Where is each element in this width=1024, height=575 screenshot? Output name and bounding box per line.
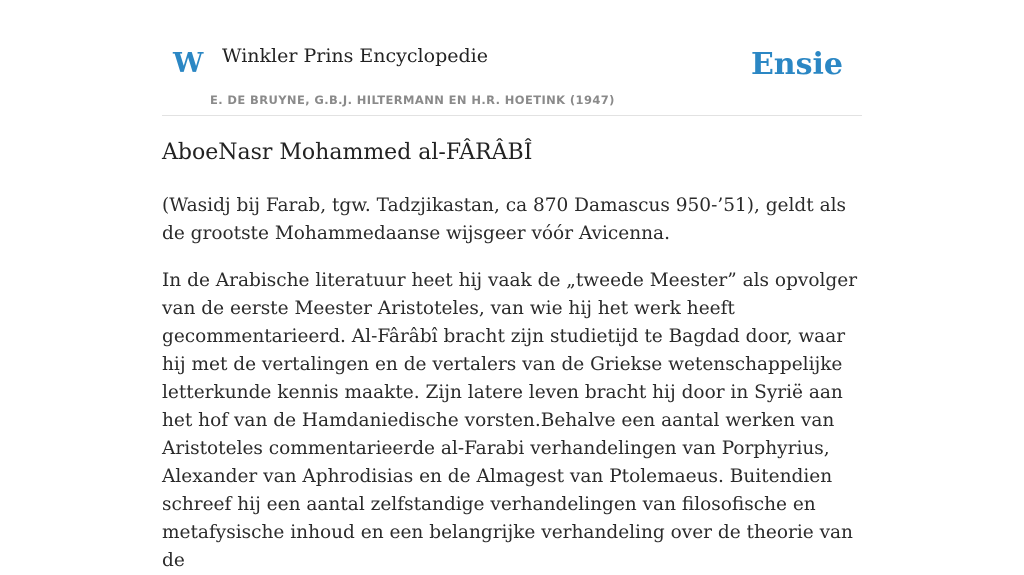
article-title: AboeNasr Mohammed al-FÂRÂBÎ xyxy=(162,140,533,165)
article-paragraph: (Wasidj bij Farab, tgw. Tadzjikastan, ca 870 Damascus 950-’51), geldt als de grootste Mohammedaanse wijsgeer vóór Avicenna. xyxy=(162,195,847,244)
article-paragraph: In de Arabische literatuur heet hij vaak de „tweede Meester” als opvolger van de eerste Meester Aristoteles, van wie hij het werk heeft gecommentarieerd. Al-Fârâbî bracht zijn studietijd te Bagdad door, waar hij met de vertalingen en de vertalers van de Griekse wetenschappelijke letterkunde kennis maakte. Zijn latere leven bracht hij door in Syrië aan het hof van de Hamdaniedische vorsten.Behalve een aantal werken van Aristoteles commentarieerde al-Farabi verhandelingen van Porphyrius, Alexander van Aphrodisias en de Almagest van Ptolemaeus. Buitendien schreef hij een aantal zelfstandige verhandelingen van filosofische en metafysische inhoud en een belangrijke verhandeling over de theorie van de xyxy=(162,270,858,571)
brand-logo[interactable]: Ensie xyxy=(750,47,843,82)
page xyxy=(162,0,862,571)
source-header xyxy=(162,0,862,116)
source-authors: E. DE BRUYNE, G.B.J. HILTERMANN EN H.R. HOETINK (1947) xyxy=(210,93,615,107)
source-title[interactable]: Winkler Prins Encyclopedie xyxy=(222,45,488,67)
source-logo[interactable]: W xyxy=(173,48,204,79)
